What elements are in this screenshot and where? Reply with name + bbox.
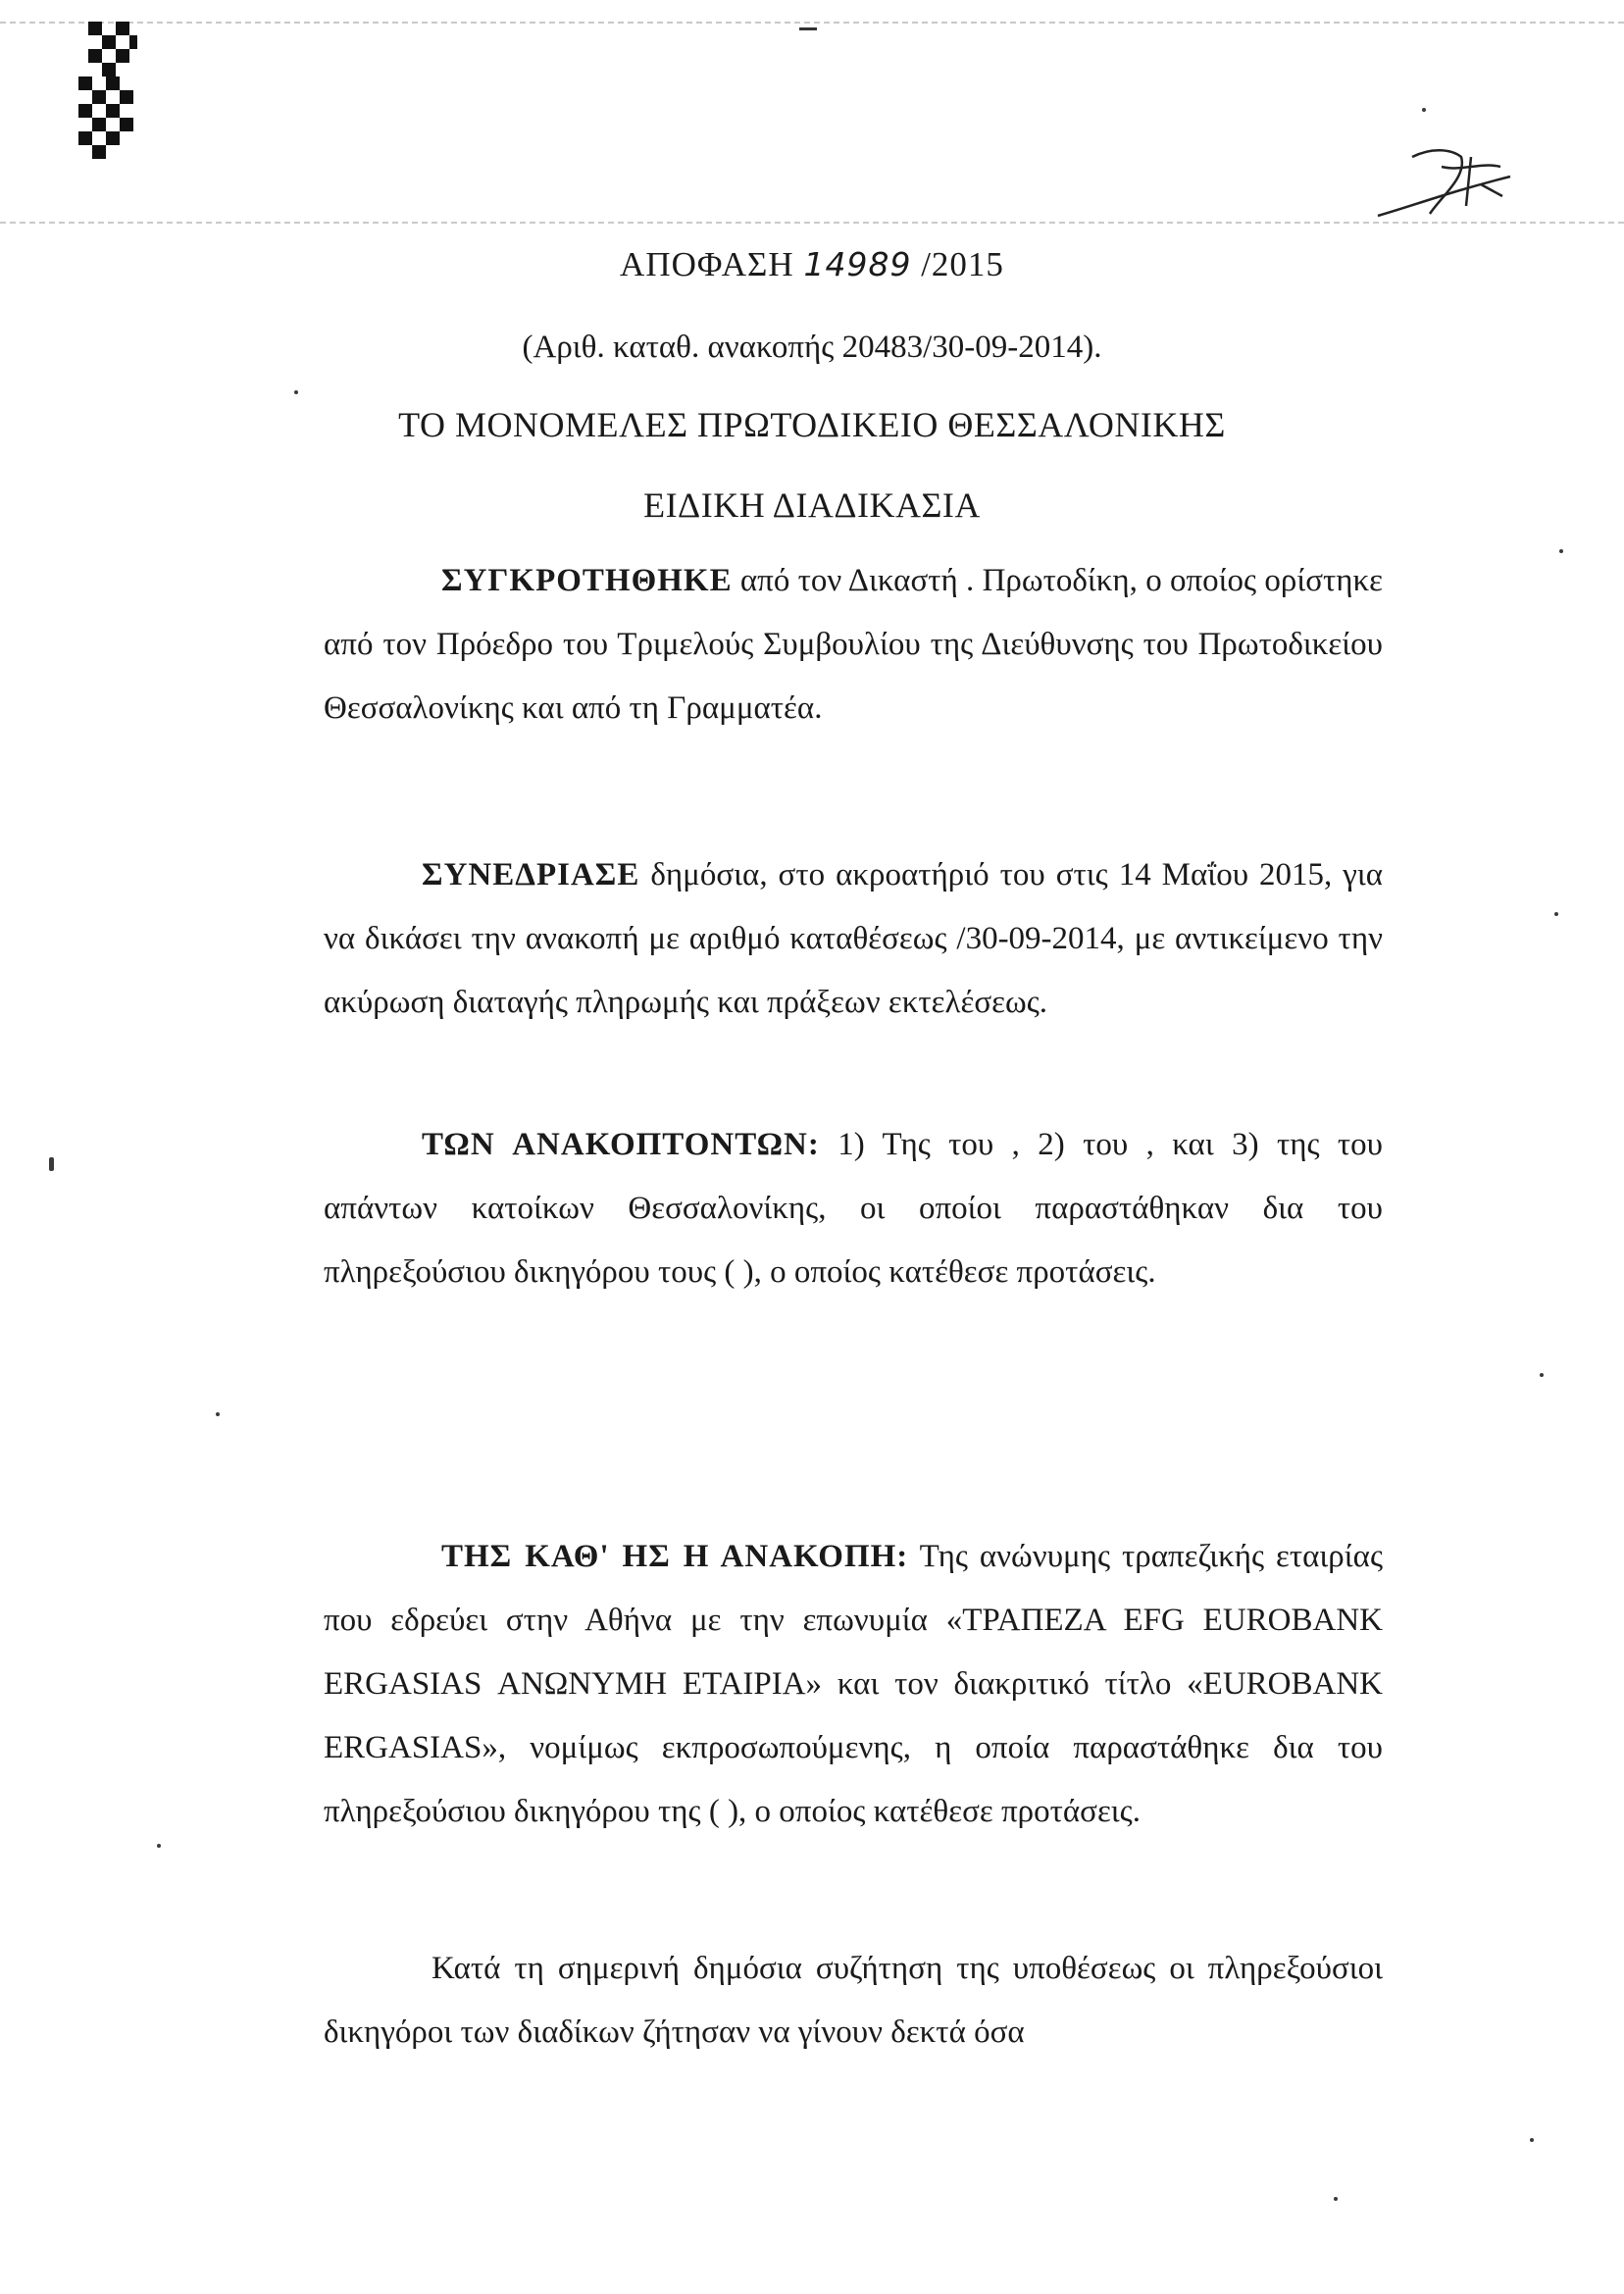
scan-speck [1554,912,1558,916]
decision-number: 14989 [803,245,912,283]
decision-year: /2015 [921,245,1004,283]
scan-mark [799,27,817,30]
scan-speck [1334,2197,1338,2201]
closing-paragraph [324,1937,1383,2065]
scan-speck [1559,549,1563,553]
session-text: δημόσια, στο ακροατήριό του στις 14 Μαΐου 2015, για να δικάσει την ανακοπή με αριθμό καταθέσεως /30-09-2014, με αντικείμενο την ακύρωση διαταγής πληρωμής και πράξεων εκτελέσεως. [324,857,1384,1020]
scan-speck [49,1157,54,1171]
respondent-text: Της ανώνυμης τραπεζικής εταιρίας που εδρεύει στην Αθήνα με την επωνυμία «ΤΡΑΠΕΖΑ EFG EUROBANK ERGASIAS ΑΝΩΝΥΜΗ ΕΤΑΙΡΙΑ» και τον διακριτικό τίτλο «EUROBANK ERGASIAS», νομίμως εκπροσωπούμενης, η οποία παραστάθηκε δια του πληρεξούσιου δικηγόρου της ( ), ο οποίος κατέθεσε προτάσεις. [324,1539,1384,1829]
scan-speck [216,1412,220,1416]
scan-speck [1540,1373,1544,1377]
decision-label: ΑΠΟΦΑΣΗ [620,245,794,283]
handwritten-initials-icon [1373,137,1520,235]
composition-text: από τον Δικαστή . Πρωτοδίκη, ο οποίος ορίστηκε από τον Πρόεδρο του Τριμελούς Συμβουλίου της Διεύθυνσης του Πρωτοδικείου Θεσσαλονίκης και από τη Γραμματέα. [324,563,1383,726]
respondent-paragraph [324,1525,1383,1844]
session-lead: ΣΥΝΕΔΡΙΑΣΕ [422,857,640,892]
opponents-text: 1) Της του , 2) του , και 3) της του απάντων κατοίκων Θεσσαλονίκης, οι οποίοι παραστάθηκαν δια του πληρεξούσιου δικηγόρου τους ( ), ο οποίος κατέθεσε προτάσεις. [324,1127,1383,1290]
decision-title [0,245,1624,284]
opponents-lead: ΤΩΝ ΑΝΑΚΟΠΤΟΝΤΩΝ: [422,1127,820,1162]
scan-speck [1530,2138,1534,2142]
court-stamp-icon [78,22,137,169]
scan-speck [157,1844,161,1848]
scan-speck [1422,108,1426,112]
composition-lead: ΣΥΓΚΡΟΤΗΘΗΚΕ [441,563,733,598]
filing-reference: (Αριθ. καταθ. ανακοπής 20483/30-09-2014). [522,330,1102,365]
scan-speck [294,390,298,394]
procedure-type: ΕΙΔΙΚΗ ΔΙΑΔΙΚΑΣΙΑ [643,485,981,525]
closing-text: Κατά τη σημερινή δημόσια συζήτηση της υποθέσεως οι πληρεξούσιοι δικηγόροι των διαδίκων ζήτησαν να γίνουν δεκτά όσα [324,1951,1383,2050]
court-name: ΤΟ ΜΟΝΟΜΕΛΕΣ ΠΡΩΤΟΔΙΚΕΙΟ ΘΕΣΣΑΛΟΝΙΚΗΣ [398,405,1226,444]
opponents-paragraph [324,1113,1383,1304]
respondent-lead: ΤΗΣ ΚΑΘ' ΗΣ Η ΑΝΑΚΟΠΗ: [441,1539,909,1574]
scan-dashed-line [0,22,1624,24]
session-paragraph [324,843,1383,1035]
composition-paragraph [324,549,1383,740]
